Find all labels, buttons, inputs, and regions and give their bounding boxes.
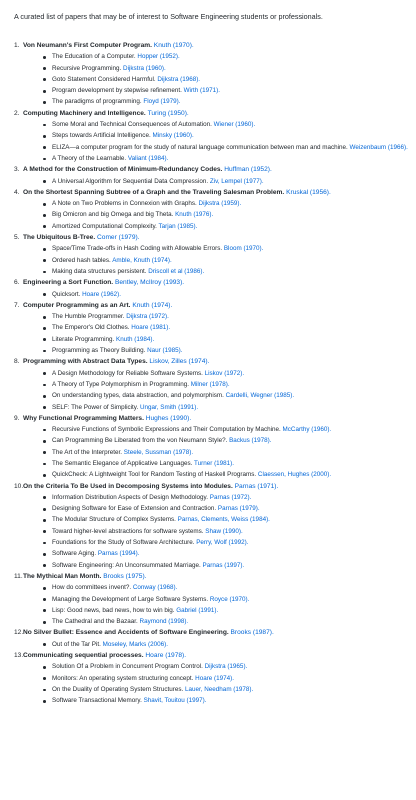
- related-paper-author-link[interactable]: Dijkstra (1965).: [204, 663, 248, 671]
- related-paper-author-link[interactable]: Knuth (1976).: [175, 211, 214, 219]
- related-paper-author-link[interactable]: Floyd (1979).: [143, 98, 181, 106]
- related-paper-title: Quicksort.: [52, 290, 81, 298]
- related-paper-title: Information Distribution Aspects of Design Methodology.: [52, 493, 208, 501]
- related-paper-item: [23, 257, 408, 265]
- related-paper-item: [23, 641, 408, 649]
- related-paper-item: [23, 607, 408, 615]
- related-paper-title: Program development by stepwise refinement.: [52, 87, 182, 95]
- topic-heading: [14, 109, 408, 118]
- related-paper-author-link[interactable]: Valiant (1984).: [127, 154, 169, 162]
- related-paper-item: [23, 528, 408, 536]
- related-paper-title: A Note on Two Problems in Connexion with Graphs.: [52, 200, 197, 208]
- related-paper-title: The Emperor's Old Clothes.: [52, 324, 130, 332]
- related-paper-author-link[interactable]: Parnas, Clements, Weiss (1984).: [177, 516, 270, 524]
- related-paper-title: Foundations for the Study of Software Architecture.: [52, 539, 195, 547]
- related-paper-title: Recursive Programming.: [52, 64, 122, 72]
- topic-item: [14, 483, 408, 570]
- topic-author-link[interactable]: Brooks (1975).: [103, 572, 147, 580]
- topic-number: 11.: [14, 572, 23, 580]
- related-paper-title: Amortized Computational Complexity.: [52, 222, 157, 230]
- topic-title: On the Criteria To Be Used in Decomposing Systems into Modules.: [23, 482, 233, 490]
- topic-title: Programming with Abstract Data Types.: [23, 358, 148, 366]
- related-paper-title: A Theory of Type Polymorphism in Programming.: [52, 380, 189, 388]
- related-paper-item: [23, 618, 408, 626]
- related-paper-title: Literate Programming.: [52, 335, 115, 343]
- topic-item: [14, 358, 408, 411]
- topic-author-link[interactable]: Hughes (1990).: [145, 414, 192, 422]
- topic-title: The Ubiquitous B-Tree.: [23, 234, 96, 242]
- related-paper-author-link[interactable]: Turner (1981).: [194, 459, 235, 467]
- topic-author-link[interactable]: Knuth (1970).: [153, 42, 194, 49]
- related-paper-item: [23, 381, 408, 389]
- topic-title: The Mythical Man Month.: [23, 572, 102, 580]
- related-paper-title: Solution Of a Problem in Concurrent Program Control.: [52, 663, 203, 671]
- related-paper-title: On understanding types, data abstraction, and polymorphism.: [52, 392, 224, 400]
- related-paper-author-link[interactable]: Hoare (1962).: [82, 290, 121, 298]
- related-paper-author-link[interactable]: Royce (1970).: [209, 595, 250, 603]
- related-paper-title: Can Programming Be Liberated from the von Neumann Style?.: [52, 437, 228, 445]
- related-paper-author-link[interactable]: Dijkstra (1972).: [126, 313, 169, 321]
- related-paper-item: [23, 223, 408, 231]
- related-paper-author-link[interactable]: Moseley, Marks (2006).: [102, 640, 168, 648]
- related-paper-title: The Art of the Interpreter.: [52, 448, 123, 456]
- topic-title: Communicating sequential processes.: [23, 652, 144, 660]
- related-paper-item: [23, 65, 408, 73]
- related-paper-author-link[interactable]: Conway (1968).: [132, 584, 178, 592]
- related-paper-item: [23, 505, 408, 513]
- related-paper-author-link[interactable]: Shavit, Touitou (1997).: [143, 697, 207, 705]
- related-paper-author-link[interactable]: Ziv, Lempel (1977).: [209, 177, 264, 185]
- related-paper-item: [23, 245, 408, 253]
- related-paper-title: Steps towards Artificial Intelligence.: [52, 132, 151, 140]
- related-paper-title: Some Moral and Technical Consequences of Automation.: [52, 121, 212, 129]
- topic-item: [14, 415, 408, 479]
- related-paper-item: [23, 76, 408, 84]
- related-paper-item: [23, 562, 408, 570]
- related-paper-item: [23, 87, 408, 95]
- related-paper-author-link[interactable]: Knuth (1984).: [116, 335, 155, 343]
- related-paper-title: The Cathedral and the Bazaar.: [52, 618, 138, 626]
- related-paper-item: [23, 155, 408, 163]
- related-paper-author-link[interactable]: McCarthy (1960).: [282, 426, 332, 434]
- related-paper-item: [23, 404, 408, 412]
- topic-heading: [14, 279, 408, 287]
- related-paper-author-link[interactable]: Backus (1978).: [229, 437, 272, 445]
- related-paper-author-link[interactable]: Bloom (1970).: [223, 245, 264, 253]
- related-paper-title: The paradigms of programming.: [52, 98, 142, 106]
- topic-heading: [14, 188, 408, 197]
- paper-list: [14, 42, 408, 705]
- topic-author-link[interactable]: Knuth (1974).: [132, 301, 173, 309]
- related-paper-author-link[interactable]: Tarjan (1985).: [158, 222, 198, 230]
- related-paper-item: [23, 516, 408, 524]
- related-paper-title: Recursive Functions of Symbolic Expressions and Their Computation by Machine.: [52, 426, 281, 434]
- topic-item: [14, 279, 408, 298]
- related-paper-title: The Semantic Elegance of Applicative Languages.: [52, 459, 193, 467]
- related-paper-item: [23, 144, 408, 152]
- topic-item: [14, 234, 408, 276]
- related-paper-author-link[interactable]: Liskov (1972).: [204, 369, 245, 377]
- related-paper-title: Software Engineering: An Unconsummated Marriage.: [52, 561, 201, 569]
- related-paper-title: Out of the Tar Pit.: [52, 640, 101, 648]
- related-paper-author-link[interactable]: Parnas (1972).: [209, 493, 252, 501]
- topic-heading: [14, 414, 408, 423]
- topic-title: Engineering a Sort Function.: [23, 279, 114, 287]
- related-paper-author-link[interactable]: Gabriel (1991).: [176, 606, 219, 614]
- topic-author-link[interactable]: Parnas (1971).: [234, 482, 279, 490]
- related-paper-item: [23, 471, 408, 479]
- related-paper-title: Toward higher-level abstractions for software systems.: [52, 527, 204, 535]
- related-paper-item: [23, 392, 408, 400]
- related-paper-title: Software Aging.: [52, 550, 97, 558]
- topic-author-link[interactable]: Brooks (1987).: [230, 629, 274, 637]
- topic-heading: [14, 482, 408, 491]
- topic-heading: [14, 358, 408, 366]
- related-paper-author-link[interactable]: Dijkstra (1959).: [198, 200, 242, 208]
- topic-title: On the Shortest Spanning Subtree of a Graph and the Traveling Salesman Problem.: [23, 188, 285, 196]
- related-paper-item: [23, 460, 408, 468]
- related-paper-item: [23, 663, 408, 671]
- intro-text: A curated list of papers that may be of interest to Software Engineering students or professionals.: [14, 12, 323, 21]
- related-paper-author-link[interactable]: Hoare (1981).: [131, 324, 171, 332]
- related-paper-item: [23, 53, 408, 61]
- related-paper-author-link[interactable]: Parnas (1994).: [97, 550, 140, 558]
- topic-author-link[interactable]: Kruskal (1956).: [286, 188, 331, 196]
- related-paper-item: [23, 596, 408, 604]
- topic-number: 5.: [14, 234, 20, 242]
- related-paper-author-link[interactable]: Ungar, Smith (1991).: [139, 403, 199, 411]
- related-paper-author-link[interactable]: Amble, Knuth (1974).: [112, 256, 172, 264]
- related-paper-author-link[interactable]: Wirth (1971).: [183, 87, 221, 95]
- related-paper-author-link[interactable]: Naur (1985).: [147, 347, 183, 355]
- related-paper-author-link[interactable]: Cardelli, Wegner (1985).: [225, 392, 295, 400]
- related-paper-item: [23, 675, 408, 683]
- topic-heading: [14, 629, 408, 637]
- related-paper-item: [23, 268, 408, 276]
- topic-title: Von Neumann's First Computer Program.: [23, 42, 152, 49]
- topic-item: [14, 166, 408, 185]
- related-paper-title: QuickCheck: A Lightweight Tool for Random Testing of Haskell Programs.: [52, 471, 257, 479]
- related-paper-title: Software Transactional Memory.: [52, 697, 142, 705]
- related-paper-author-link[interactable]: Weizenbaum (1966).: [349, 143, 408, 151]
- related-paper-author-link[interactable]: Claessen, Hughes (2000).: [257, 471, 332, 479]
- related-paper-item: [23, 211, 408, 219]
- related-paper-author-link[interactable]: Milner (1978).: [190, 380, 230, 388]
- related-paper-title: A Design Methodology for Reliable Software Systems.: [52, 369, 203, 377]
- related-paper-item: [23, 494, 408, 502]
- topic-number: 3.: [14, 166, 20, 174]
- related-paper-title: ELIZA—a computer program for the study of natural language communication between man and machine.: [52, 143, 348, 151]
- related-paper-item: [23, 98, 408, 106]
- related-paper-item: [23, 324, 408, 332]
- related-paper-title: SELF: The Power of Simplicity.: [52, 403, 139, 411]
- related-paper-title: Making data structures persistent.: [52, 267, 147, 275]
- related-paper-title: Big Omicron and big Omega and big Theta.: [52, 211, 174, 219]
- related-paper-item: [23, 178, 408, 186]
- topic-number: 13.: [14, 652, 24, 660]
- related-paper-title: Designing Software for Ease of Extension and Contraction.: [52, 505, 217, 513]
- topic-heading: [14, 652, 408, 660]
- related-paper-title: Lisp: Good news, bad news, how to win big.: [52, 606, 175, 614]
- topic-title: Computer Programming as an Art.: [23, 301, 131, 309]
- related-paper-item: [23, 200, 408, 208]
- topic-number: 8.: [14, 358, 20, 366]
- topic-number: 4.: [14, 188, 20, 196]
- topic-heading: [14, 234, 408, 242]
- related-paper-author-link[interactable]: Raymond (1998).: [139, 618, 189, 626]
- related-paper-author-link[interactable]: Parnas (1997).: [202, 561, 245, 569]
- topic-number: 1.: [14, 42, 20, 49]
- related-paper-author-link[interactable]: Minsky (1960).: [152, 132, 194, 140]
- topic-number: 9.: [14, 414, 20, 422]
- related-paper-title: A Theory of the Learnable.: [52, 154, 127, 162]
- related-paper-author-link[interactable]: Steele, Sussman (1978).: [123, 448, 194, 456]
- related-paper-author-link[interactable]: Lauer, Needham (1978).: [185, 685, 254, 693]
- related-paper-item: [23, 449, 408, 457]
- related-paper-item: [23, 437, 408, 445]
- topic-item: [14, 189, 408, 231]
- related-paper-item: [23, 697, 408, 705]
- related-paper-item: [23, 686, 408, 694]
- topic-heading: [14, 166, 408, 174]
- related-paper-title: The Education of a Computer.: [52, 53, 136, 61]
- related-paper-title: On the Duality of Operating System Structures.: [52, 685, 184, 693]
- related-paper-author-link[interactable]: Driscoll et al (1986).: [148, 267, 205, 275]
- topic-number: 2.: [14, 109, 20, 117]
- related-paper-title: A Universal Algorithm for Sequential Data Compression.: [52, 177, 209, 185]
- related-paper-author-link[interactable]: Dijkstra (1968).: [157, 75, 201, 83]
- topic-heading: [14, 301, 408, 310]
- related-paper-title: Monitors: An operating system structuring concept.: [52, 674, 194, 682]
- topic-item: [14, 629, 408, 648]
- topic-number: 10.: [14, 482, 24, 490]
- related-paper-title: The Humble Programmer.: [52, 313, 125, 321]
- topic-author-link[interactable]: Bentley, McIlroy (1993).: [114, 279, 185, 287]
- related-paper-item: [23, 347, 408, 355]
- related-paper-author-link[interactable]: Dijkstra (1960).: [123, 64, 166, 72]
- related-paper-title: Programming as Theory Building.: [52, 347, 146, 355]
- topic-item: [14, 110, 408, 163]
- topic-title: Computing Machinery and Intelligence.: [23, 109, 146, 117]
- related-paper-item: [23, 313, 408, 321]
- related-paper-author-link[interactable]: Hoare (1974).: [195, 674, 235, 682]
- topic-item: [14, 652, 408, 705]
- related-paper-title: The Modular Structure of Complex Systems.: [52, 516, 176, 524]
- related-paper-author-link[interactable]: Perry, Wolf (1992).: [196, 539, 249, 547]
- topic-item: [14, 302, 408, 355]
- topic-item: [14, 573, 408, 626]
- related-paper-item: [23, 132, 408, 140]
- topic-heading: [14, 42, 408, 50]
- related-paper-item: [23, 426, 408, 434]
- related-paper-item: [23, 291, 408, 299]
- topic-author-link[interactable]: Comer (1979).: [97, 234, 140, 242]
- topic-author-link[interactable]: Hoare (1978).: [145, 652, 187, 660]
- topic-number: 12.: [14, 629, 24, 637]
- topic-number: 6.: [14, 279, 20, 287]
- topic-author-link[interactable]: Liskov, Zilles (1974).: [149, 358, 210, 366]
- related-paper-title: Managing the Development of Large Software Systems.: [52, 595, 209, 603]
- related-paper-title: Ordered hash tables.: [52, 256, 111, 264]
- topic-heading: [14, 572, 408, 581]
- topic-item: [14, 42, 408, 106]
- related-paper-title: Goto Statement Considered Harmful.: [52, 75, 156, 83]
- related-paper-item: [23, 584, 408, 592]
- related-paper-item: [23, 336, 408, 344]
- related-paper-item: [23, 370, 408, 378]
- topic-author-link[interactable]: Huffman (1952).: [224, 166, 272, 174]
- related-paper-item: [23, 121, 408, 129]
- related-paper-item: [23, 539, 408, 547]
- related-paper-author-link[interactable]: Parnas (1979).: [217, 505, 260, 513]
- topic-title: A Method for the Construction of Minimum-Redundancy Codes.: [23, 166, 223, 174]
- related-paper-author-link[interactable]: Wiener (1960).: [213, 121, 256, 129]
- topic-number: 7.: [14, 301, 20, 309]
- topic-title: Why Functional Programming Matters.: [23, 414, 144, 422]
- related-paper-title: How do committees invent?.: [52, 584, 132, 592]
- topic-author-link[interactable]: Turing (1950).: [147, 109, 189, 117]
- related-paper-author-link[interactable]: Shaw (1990).: [205, 527, 243, 535]
- related-paper-author-link[interactable]: Hopper (1952).: [137, 53, 180, 61]
- topic-title: No Silver Bullet: Essence and Accidents of Software Engineering.: [23, 629, 229, 637]
- related-paper-title: Space/Time Trade-offs in Hash Coding with Allowable Errors.: [52, 245, 223, 253]
- related-paper-item: [23, 550, 408, 558]
